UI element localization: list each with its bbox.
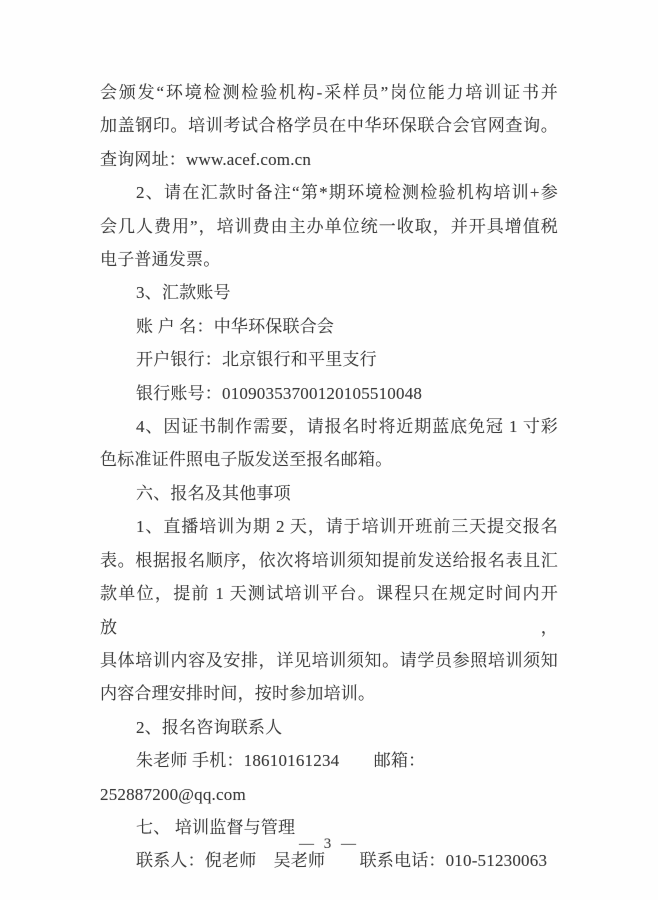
text-line: 表。根据报名顺序，依次将培训须知提前发送给报名表且汇 <box>100 550 558 570</box>
registration-contact-heading: 2、报名咨询联系人 <box>136 717 283 737</box>
text-line: 加盖钢印。培训考试合格学员在中华环保联合会官网查询。 <box>100 116 558 136</box>
text-line: 1、直播培训为期 2 天，请于培训开班前三天提交报名 <box>136 517 558 537</box>
remittance-account-heading: 3、汇款账号 <box>136 283 231 303</box>
account-name-line: 账 户 名：中华环保联合会 <box>136 316 335 336</box>
text-line: 色标准证件照电子版发送至报名邮箱。 <box>100 450 393 470</box>
text-line: 会颁发“环境检测检验机构-采样员”岗位能力培训证书并 <box>100 83 558 102</box>
document-body <box>100 76 558 878</box>
query-url-line: 查询网址：www.acef.com.cn <box>100 149 312 169</box>
text-line: 会几人费用”，培训费由主办单位统一收取，并开具增值税 <box>100 216 558 236</box>
section-seven-heading: 七、 培训监督与管理 <box>136 817 296 837</box>
bank-name-line: 开户银行：北京银行和平里支行 <box>136 350 377 370</box>
text-line: 内容合理安排时间，按时参加培训。 <box>100 684 376 704</box>
section-six-heading: 六、报名及其他事项 <box>136 483 291 503</box>
text-line: 4、因证书制作需要，请报名时将近期蓝底免冠 1 寸彩 <box>136 417 558 437</box>
text-line: 具体培训内容及安排，详见培训须知。请学员参照培训须知 <box>100 650 558 670</box>
text-line: 款单位，提前 1 天测试培训平台。课程只在规定时间内开放， <box>100 584 558 637</box>
text-line: 电子普通发票。 <box>100 250 221 270</box>
bank-account-number-line: 银行账号：01090353700120105510048 <box>136 383 423 403</box>
page-number: — 3 — <box>299 836 359 852</box>
contact-phone-email-line: 朱老师 手机：18610161234 邮箱：252887200@qq.com <box>100 751 426 804</box>
text-line: 2、请在汇款时备注“第*期环境检测检验机构培训+参 <box>136 183 558 203</box>
supervision-contact-line: 联系人：倪老师 吴老师 联系电话：010-51230063 <box>136 851 548 871</box>
